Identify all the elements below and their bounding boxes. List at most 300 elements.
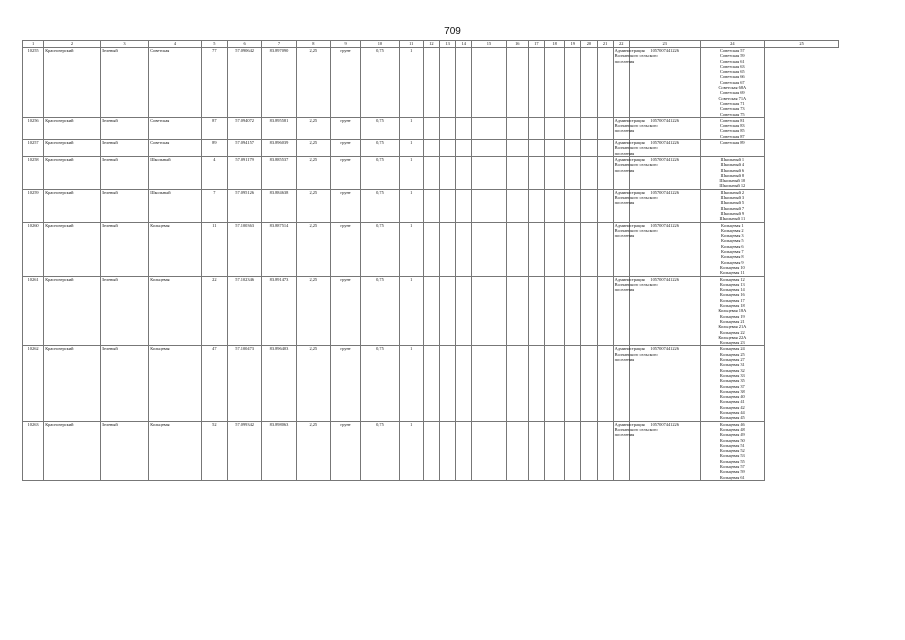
value-col-12: 1	[399, 48, 423, 118]
empty-cell	[472, 156, 506, 189]
address-line: Кольцевая 14	[719, 287, 745, 293]
record-id: 10263	[23, 421, 44, 480]
empty-cell	[597, 276, 613, 346]
village: Зеленый	[100, 421, 148, 480]
address-line: Кольцевая 46	[719, 421, 745, 427]
served-addresses	[700, 222, 765, 276]
empty-cell	[581, 48, 597, 118]
address-line: Кольцевая 3	[721, 233, 744, 239]
address-line: Кольцевая 57	[719, 464, 745, 470]
address-line: Кольцевая 18А	[718, 308, 747, 314]
village: Зеленый	[100, 117, 148, 139]
street: Кольцевая	[149, 222, 202, 276]
latitude: 57.099342	[227, 421, 261, 480]
administration-line: Волчанского сельского	[614, 53, 658, 59]
empty-cell	[565, 222, 581, 276]
village: Зеленый	[100, 222, 148, 276]
address-line: Кольцевая 22	[719, 329, 745, 335]
inn: 1057007441226	[629, 421, 700, 480]
empty-cell	[456, 48, 472, 118]
value-col-8: 2,25	[296, 276, 330, 346]
surface-type: грунт	[330, 189, 360, 222]
table-row	[23, 189, 839, 222]
empty-cell	[423, 156, 439, 189]
column-header: 3	[100, 41, 148, 48]
administration-line: поселения	[614, 233, 635, 239]
district: Краснозерский	[44, 189, 101, 222]
empty-cell	[528, 156, 544, 189]
administration-line: поселения	[614, 167, 635, 173]
administration-line: Администрация	[614, 189, 645, 195]
surface-type: грунт	[330, 48, 360, 118]
address-line: Кольцевая 24	[719, 346, 745, 352]
address-line: Советская 83	[720, 123, 745, 129]
registry-table	[22, 40, 839, 481]
village: Зеленый	[100, 346, 148, 421]
empty-cell	[528, 189, 544, 222]
empty-cell	[597, 421, 613, 480]
empty-cell	[456, 222, 472, 276]
column-header: 18	[545, 41, 565, 48]
address-line: Советская 68А	[718, 85, 747, 91]
address-line: Советская 57	[720, 48, 745, 53]
record-id: 10257	[23, 140, 44, 157]
inn: 1057007441226	[629, 189, 700, 222]
value-col-12: 1	[399, 156, 423, 189]
latitude: 57.102346	[227, 276, 261, 346]
empty-cell	[423, 189, 439, 222]
empty-cell	[597, 117, 613, 139]
address-line: Кольцевая 33	[719, 372, 745, 378]
district: Краснозерский	[44, 276, 101, 346]
district: Краснозерский	[44, 222, 101, 276]
address-line: Советская 66	[720, 74, 745, 80]
value-col-11: 0,75	[361, 156, 399, 189]
empty-cell	[423, 222, 439, 276]
empty-cell	[545, 222, 565, 276]
column-header: 17	[528, 41, 544, 48]
empty-cell	[472, 421, 506, 480]
table-row	[23, 117, 839, 139]
empty-cell	[472, 346, 506, 421]
value-col-11: 0,75	[361, 421, 399, 480]
empty-cell	[506, 117, 528, 139]
latitude: 57.091179	[227, 156, 261, 189]
column-header: 16	[506, 41, 528, 48]
empty-cell	[565, 48, 581, 118]
value-col-12: 1	[399, 421, 423, 480]
empty-cell	[506, 140, 528, 157]
empty-cell	[456, 117, 472, 139]
surface-type: грунт	[330, 346, 360, 421]
house-number: 52	[201, 421, 227, 480]
address-line: Кольцевая 25	[719, 351, 745, 357]
address-line: Кольцевая 52	[719, 448, 745, 454]
empty-cell	[506, 48, 528, 118]
address-line: Школьный 2	[720, 189, 745, 195]
longitude: 83.897090	[262, 48, 296, 118]
address-line: Школьный 6	[720, 167, 745, 173]
address-line: Кольцевая 32	[719, 367, 745, 373]
column-header: 6	[227, 41, 261, 48]
address-line: Школьный 10	[719, 178, 746, 184]
column-header: 14	[456, 41, 472, 48]
longitude: 83.896039	[262, 140, 296, 157]
address-line: Советская 63	[720, 63, 745, 69]
address-line: Кольцевая 5	[721, 238, 744, 244]
value-col-12: 1	[399, 189, 423, 222]
latitude: 57.094157	[227, 140, 261, 157]
address-line: Кольцевая 41	[719, 399, 745, 405]
empty-cell	[597, 346, 613, 421]
administration-line: Волчанского сельского	[614, 145, 658, 151]
empty-cell	[472, 222, 506, 276]
served-addresses	[700, 156, 765, 189]
empty-cell	[423, 48, 439, 118]
address-line: Кольцевая 61	[719, 474, 745, 480]
empty-cell	[597, 48, 613, 118]
surface-type: грунт	[330, 222, 360, 276]
column-header: 11	[399, 41, 423, 48]
empty-cell	[565, 117, 581, 139]
address-line: Кольцевая 2	[721, 227, 744, 233]
empty-cell	[440, 421, 456, 480]
address-line: Кольцевая 55	[719, 458, 745, 464]
value-col-12: 1	[399, 140, 423, 157]
village: Зеленый	[100, 276, 148, 346]
street: Кольцевая	[149, 421, 202, 480]
empty-cell	[597, 189, 613, 222]
empty-cell	[565, 421, 581, 480]
value-col-11: 0,75	[361, 140, 399, 157]
address-line: Кольцевая 21	[719, 318, 745, 324]
administration	[613, 140, 658, 157]
administration	[613, 117, 658, 139]
address-line: Кольцевая 13	[719, 281, 745, 287]
empty-cell	[440, 222, 456, 276]
address-line: Школьный 9	[720, 210, 745, 216]
page-number: 709	[444, 26, 461, 37]
address-line: Школьный 5	[720, 200, 745, 206]
administration-line: поселения	[614, 58, 635, 64]
empty-cell	[545, 156, 565, 189]
empty-cell	[472, 117, 506, 139]
address-line: Кольцевая 8	[721, 254, 744, 260]
longitude: 83.891473	[262, 276, 296, 346]
district: Краснозерский	[44, 140, 101, 157]
address-line: Кольцевая 48	[719, 426, 745, 432]
empty-cell	[528, 222, 544, 276]
address-line: Советская 89	[720, 140, 745, 146]
administration-line: Волчанского сельского	[614, 195, 658, 201]
address-line: Кольцевая 45	[719, 415, 745, 421]
column-header: 4	[149, 41, 202, 48]
administration-line: поселения	[614, 432, 635, 438]
empty-cell	[528, 421, 544, 480]
address-line: Кольцевая 42	[719, 404, 745, 410]
empty-cell	[440, 156, 456, 189]
district: Краснозерский	[44, 156, 101, 189]
empty-cell	[565, 140, 581, 157]
empty-cell	[565, 189, 581, 222]
value-col-11: 0,75	[361, 276, 399, 346]
inn: 1057007441226	[629, 156, 700, 189]
record-id: 10260	[23, 222, 44, 276]
address-line: Кольцевая 6	[721, 243, 744, 249]
address-line: Кольцевая 49	[719, 432, 745, 438]
empty-cell	[528, 48, 544, 118]
empty-cell	[456, 421, 472, 480]
column-header: 12	[423, 41, 439, 48]
empty-cell	[545, 117, 565, 139]
address-line: Кольцевая 12	[719, 276, 745, 282]
address-line: Кольцевая 50	[719, 437, 745, 443]
record-id: 10256	[23, 117, 44, 139]
empty-cell	[472, 189, 506, 222]
address-line: Кольцевая 9	[721, 259, 744, 265]
empty-cell	[423, 276, 439, 346]
empty-cell	[472, 276, 506, 346]
address-line: Кольцевая 7	[721, 249, 744, 255]
latitude: 57.100473	[227, 346, 261, 421]
empty-cell	[440, 346, 456, 421]
address-line: Советская 73	[720, 106, 745, 112]
value-col-11: 0,75	[361, 48, 399, 118]
column-header: 10	[361, 41, 399, 48]
administration-line: Администрация	[614, 117, 645, 123]
latitude: 57.094072	[227, 117, 261, 139]
administration-line: поселения	[614, 287, 635, 293]
house-number: 89	[201, 140, 227, 157]
administration-line: поселения	[614, 150, 635, 156]
address-line: Кольцевая 19	[719, 313, 745, 319]
house-number: 7	[201, 189, 227, 222]
served-addresses	[700, 117, 765, 139]
empty-cell	[597, 156, 613, 189]
column-header: 19	[565, 41, 581, 48]
address-line: Советская 87	[720, 133, 745, 139]
house-number: 47	[201, 346, 227, 421]
record-id: 10258	[23, 156, 44, 189]
inn: 1057007441226	[629, 48, 700, 118]
latitude: 57.100363	[227, 222, 261, 276]
empty-cell	[472, 140, 506, 157]
empty-cell	[528, 276, 544, 346]
district: Краснозерский	[44, 117, 101, 139]
table-row	[23, 156, 839, 189]
administration-line: Волчанского сельского	[614, 227, 658, 233]
surface-type: грунт	[330, 421, 360, 480]
column-header: 1	[23, 41, 44, 48]
address-line: Советская 81	[720, 117, 745, 123]
column-header: 23	[629, 41, 700, 48]
address-line: Школьный 12	[719, 183, 746, 189]
address-line: Школьный 11	[719, 216, 746, 222]
empty-cell	[423, 421, 439, 480]
surface-type: грунт	[330, 140, 360, 157]
table-row	[23, 276, 839, 346]
empty-cell	[545, 48, 565, 118]
empty-cell	[440, 276, 456, 346]
address-line: Кольцевая 1	[721, 222, 744, 228]
empty-cell	[545, 346, 565, 421]
column-header: 20	[581, 41, 597, 48]
house-number: 4	[201, 156, 227, 189]
street: Советская	[149, 117, 202, 139]
administration	[613, 346, 658, 421]
administration-line: Волчанского сельского	[614, 351, 658, 357]
address-line: Школьный 4	[720, 162, 745, 168]
address-line: Советская 71А	[718, 95, 747, 101]
street: Кольцевая	[149, 346, 202, 421]
village: Зеленый	[100, 140, 148, 157]
house-number: 11	[201, 222, 227, 276]
address-line: Советская 75	[720, 111, 745, 117]
inn: 1057007441226	[629, 117, 700, 139]
value-col-12: 1	[399, 117, 423, 139]
address-line: Кольцевая 59	[719, 469, 745, 475]
record-id: 10259	[23, 189, 44, 222]
empty-cell	[440, 117, 456, 139]
address-line: Кольцевая 17	[719, 297, 745, 303]
value-col-11: 0,75	[361, 189, 399, 222]
served-addresses	[700, 276, 765, 346]
table-row	[23, 421, 839, 480]
address-line: Школьный 1	[720, 156, 745, 162]
surface-type: грунт	[330, 117, 360, 139]
administration-line: Администрация	[614, 276, 645, 282]
house-number: 22	[201, 276, 227, 346]
served-addresses	[700, 346, 765, 421]
address-line: Советская 65	[720, 69, 745, 75]
empty-cell	[506, 346, 528, 421]
header-row	[23, 41, 839, 48]
empty-cell	[581, 140, 597, 157]
street: Школьный	[149, 189, 202, 222]
address-line: Советская 69	[720, 90, 745, 96]
column-header: 7	[262, 41, 296, 48]
administration	[613, 189, 658, 222]
administration-line: поселения	[614, 128, 635, 134]
value-col-11: 0,75	[361, 117, 399, 139]
column-header: 9	[330, 41, 360, 48]
administration	[613, 276, 658, 346]
latitude: 57.090642	[227, 48, 261, 118]
district: Краснозерский	[44, 421, 101, 480]
empty-cell	[581, 156, 597, 189]
empty-cell	[423, 140, 439, 157]
value-col-12: 1	[399, 346, 423, 421]
empty-cell	[506, 156, 528, 189]
administration-line: Волчанского сельского	[614, 281, 658, 287]
longitude: 83.887514	[262, 222, 296, 276]
address-line: Советская 71	[720, 100, 745, 106]
longitude: 83.895581	[262, 117, 296, 139]
column-header: 22	[613, 41, 629, 48]
address-line: Школьный 3	[720, 195, 745, 201]
empty-cell	[545, 189, 565, 222]
table-row	[23, 222, 839, 276]
address-line: Кольцевая 10	[719, 264, 745, 270]
address-line: Кольцевая 16	[719, 292, 745, 298]
empty-cell	[528, 346, 544, 421]
served-addresses	[700, 48, 765, 118]
empty-cell	[423, 346, 439, 421]
empty-cell	[545, 140, 565, 157]
address-line: Кольцевая 40	[719, 394, 745, 400]
longitude: 83.898063	[262, 421, 296, 480]
administration-line: Администрация	[614, 140, 645, 146]
longitude: 83.896403	[262, 346, 296, 421]
empty-cell	[506, 421, 528, 480]
address-line: Кольцевая 27	[719, 357, 745, 363]
empty-cell	[440, 48, 456, 118]
administration-line: Волчанского сельского	[614, 162, 658, 168]
value-col-11: 0,75	[361, 346, 399, 421]
administration	[613, 48, 658, 118]
surface-type: грунт	[330, 276, 360, 346]
address-line: Кольцевая 53	[719, 453, 745, 459]
house-number: 87	[201, 117, 227, 139]
empty-cell	[506, 189, 528, 222]
empty-cell	[545, 421, 565, 480]
value-col-8: 2,25	[296, 222, 330, 276]
value-col-8: 2,25	[296, 140, 330, 157]
record-id: 10255	[23, 48, 44, 118]
empty-cell	[456, 276, 472, 346]
inn: 1057007441226	[629, 276, 700, 346]
administration-line: Администрация	[614, 48, 645, 53]
column-header: 2	[44, 41, 101, 48]
empty-cell	[456, 346, 472, 421]
column-header: 8	[296, 41, 330, 48]
empty-cell	[440, 140, 456, 157]
street: Школьный	[149, 156, 202, 189]
value-col-8: 2,25	[296, 189, 330, 222]
empty-cell	[597, 222, 613, 276]
address-line: Кольцевая 31	[719, 362, 745, 368]
empty-cell	[456, 189, 472, 222]
table-body	[23, 48, 839, 481]
value-col-12: 1	[399, 276, 423, 346]
longitude: 83.885537	[262, 156, 296, 189]
empty-cell	[528, 140, 544, 157]
value-col-11: 0,75	[361, 222, 399, 276]
village: Зеленый	[100, 48, 148, 118]
column-header: 25	[765, 41, 839, 48]
value-col-8: 2,25	[296, 117, 330, 139]
table-row	[23, 48, 839, 118]
administration-line: поселения	[614, 357, 635, 363]
address-line: Советская 61	[720, 58, 745, 64]
empty-cell	[581, 421, 597, 480]
latitude: 57.095126	[227, 189, 261, 222]
longitude: 83.884638	[262, 189, 296, 222]
empty-cell	[472, 48, 506, 118]
address-line: Кольцевая 37	[719, 383, 745, 389]
empty-cell	[423, 117, 439, 139]
administration	[613, 421, 658, 480]
address-line: Советская 85	[720, 128, 745, 134]
empty-cell	[565, 276, 581, 346]
address-line: Кольцевая 35	[719, 378, 745, 384]
administration-line: Администрация	[614, 421, 645, 427]
address-line: Кольцевая 22А	[718, 334, 747, 340]
address-line: Кольцевая 21А	[718, 324, 747, 330]
address-line: Советская 67	[720, 79, 745, 85]
administration-line: поселения	[614, 200, 635, 206]
empty-cell	[456, 140, 472, 157]
